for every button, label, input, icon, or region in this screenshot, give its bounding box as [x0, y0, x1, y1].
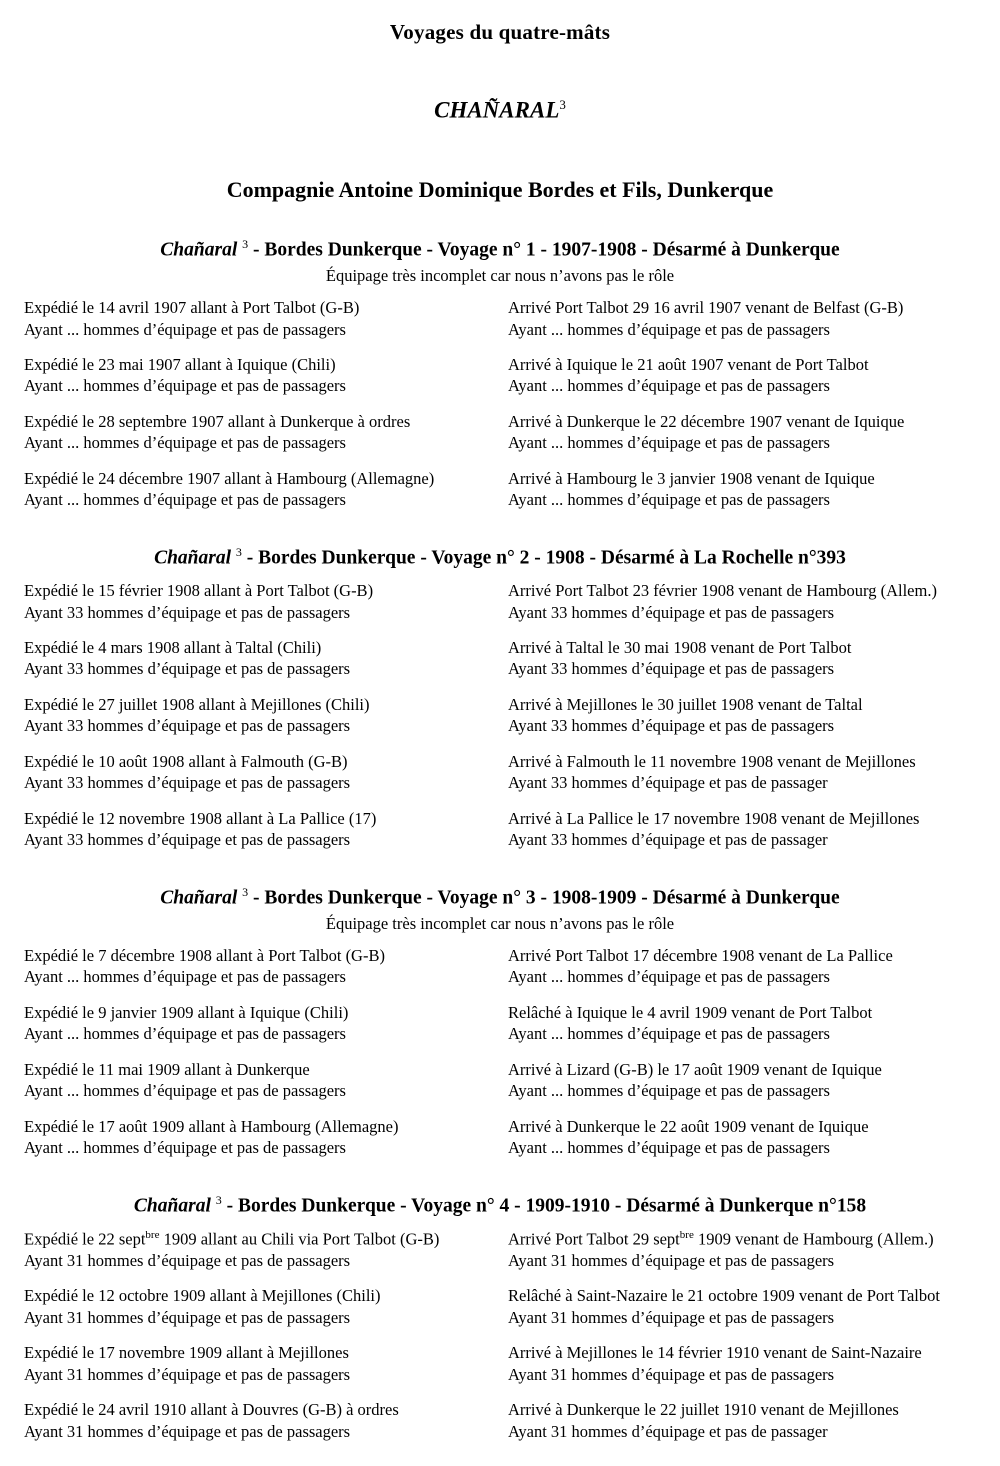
arrival-crew-line: Ayant ... hommes d’équipage et pas de passagers	[508, 319, 830, 339]
departure-line: Expédié le 23 mai 1907 allant à Iquique (Chili)	[24, 355, 336, 375]
voyage-section	[22, 545, 978, 851]
voyage-ship-name: Chañaral	[154, 547, 236, 569]
departure-line: Expédié le 9 janvier 1909 allant à Iquique (Chili)	[24, 1002, 349, 1022]
departure-crew-line: Ayant 33 hommes d’équipage et pas de passagers	[24, 830, 351, 850]
voyage-note: Équipage très incomplet car nous n’avons pas le rôle	[325, 914, 675, 934]
arrival-crew-line: Ayant ... hommes d’équipage et pas de passagers	[508, 1081, 830, 1101]
voyage-entry-row	[22, 637, 978, 680]
arrival-crew-line: Ayant ... hommes d’équipage et pas de passagers	[508, 967, 830, 987]
arrival-entry	[500, 1285, 978, 1328]
voyage-entry-row	[22, 945, 978, 988]
arrival-entry	[500, 1228, 978, 1271]
departure-crew-line: Ayant ... hommes d’équipage et pas de passagers	[24, 1138, 346, 1158]
voyage-heading	[22, 545, 978, 570]
voyage-entry-row	[22, 751, 978, 794]
arrival-line: Arrivé Port Talbot 23 février 1908 venant de Hambourg (Allem.)	[508, 581, 937, 601]
arrival-crew-line: Ayant 33 hommes d’équipage et pas de passagers	[508, 602, 835, 622]
departure-entry	[22, 354, 500, 397]
departure-crew-line: Ayant ... hommes d’équipage et pas de passagers	[24, 376, 346, 396]
company-name: Compagnie Antoine Dominique Bordes et Fils, Dunkerque	[226, 176, 774, 202]
departure-crew-line: Ayant 31 hommes d’équipage et pas de passagers	[24, 1250, 351, 1270]
voyage-section	[22, 237, 978, 511]
voyage-entry-row	[22, 1399, 978, 1442]
arrival-entry	[500, 751, 978, 794]
voyage-section	[22, 1193, 978, 1443]
arrival-entry	[500, 1002, 978, 1045]
arrival-line: Arrivé Port Talbot 29 16 avril 1907 venant de Belfast (G-B)	[508, 298, 904, 318]
voyage-entry-row	[22, 1285, 978, 1328]
voyage-ship-superscript: 3	[215, 1192, 222, 1207]
departure-line: Expédié le 14 avril 1907 allant à Port Talbot (G-B)	[24, 298, 360, 318]
arrival-entry	[500, 1342, 978, 1385]
arrival-crew-line: Ayant 31 hommes d’équipage et pas de passagers	[508, 1307, 835, 1327]
arrival-entry	[500, 808, 978, 851]
arrival-entry	[500, 354, 978, 397]
departure-entry	[22, 1116, 500, 1159]
arrival-crew-line: Ayant 33 hommes d’équipage et pas de passager	[508, 773, 828, 793]
arrival-line: Arrivé à Hambourg le 3 janvier 1908 venant de Iquique	[508, 468, 875, 488]
departure-line: Expédié le 4 mars 1908 allant à Taltal (Chili)	[24, 638, 322, 658]
departure-entry	[22, 694, 500, 737]
departure-entry	[22, 1002, 500, 1045]
arrival-crew-line: Ayant 31 hommes d’équipage et pas de passagers	[508, 1250, 835, 1270]
voyage-entry-row	[22, 411, 978, 454]
departure-crew-line: Ayant 31 hommes d’équipage et pas de passagers	[24, 1307, 351, 1327]
arrival-entry	[500, 580, 978, 623]
voyage-heading	[22, 885, 978, 910]
voyage-ship-superscript: 3	[235, 544, 242, 559]
ship-name: CHAÑARAL	[434, 97, 560, 123]
arrival-entry	[500, 637, 978, 680]
voyage-heading-text: - Bordes Dunkerque - Voyage n° 1 - 1907-1908 - Désarmé à Dunkerque	[248, 239, 840, 261]
arrival-line: Arrivé à Taltal le 30 mai 1908 venant de Port Talbot	[508, 638, 852, 658]
arrival-entry	[500, 945, 978, 988]
departure-crew-line: Ayant ... hommes d’équipage et pas de passagers	[24, 1081, 346, 1101]
departure-crew-line: Ayant 33 hommes d’équipage et pas de passagers	[24, 659, 351, 679]
voyage-entries	[22, 1228, 978, 1442]
departure-line: Expédié le 22 sept$^{bre}$ 1909 allant au Chili via Port Talbot (G-B)	[24, 1229, 440, 1249]
voyages-container	[22, 237, 978, 1442]
voyage-ship-superscript: 3	[242, 236, 249, 251]
voyage-heading	[22, 1193, 978, 1218]
departure-entry	[22, 1399, 500, 1442]
voyage-entry-row	[22, 1342, 978, 1385]
departure-crew-line: Ayant ... hommes d’équipage et pas de passagers	[24, 490, 346, 510]
departure-entry	[22, 297, 500, 340]
voyage-entry-row	[22, 580, 978, 623]
arrival-line: Arrivé à Mejillones le 30 juillet 1908 venant de Taltal	[508, 694, 863, 714]
departure-entry	[22, 808, 500, 851]
arrival-line: Arrivé à Lizard (G-B) le 17 août 1909 venant de Iquique	[508, 1059, 882, 1079]
arrival-entry	[500, 411, 978, 454]
arrival-crew-line: Ayant ... hommes d’équipage et pas de passagers	[508, 376, 830, 396]
arrival-crew-line: Ayant ... hommes d’équipage et pas de passagers	[508, 433, 830, 453]
voyage-section	[22, 885, 978, 1159]
voyage-ship-name: Chañaral	[160, 239, 243, 261]
arrival-line: Arrivé à Mejillones le 14 février 1910 venant de Saint-Nazaire	[508, 1343, 922, 1363]
voyage-heading-text: - Bordes Dunkerque - Voyage n° 2 - 1908 - Désarmé à La Rochelle n°393	[241, 547, 846, 569]
departure-crew-line: Ayant 31 hommes d’équipage et pas de passagers	[24, 1421, 351, 1441]
departure-line: Expédié le 11 mai 1909 allant à Dunkerque	[24, 1059, 310, 1079]
arrival-entry	[500, 694, 978, 737]
voyage-entry-row	[22, 297, 978, 340]
departure-entry	[22, 411, 500, 454]
voyage-entries	[22, 945, 978, 1159]
departure-crew-line: Ayant ... hommes d’équipage et pas de passagers	[24, 967, 346, 987]
departure-crew-line: Ayant 33 hommes d’équipage et pas de passagers	[24, 773, 351, 793]
voyage-entry-row	[22, 354, 978, 397]
arrival-entry	[500, 468, 978, 511]
voyage-entry-row	[22, 808, 978, 851]
arrival-line: Arrivé à La Pallice le 17 novembre 1908 venant de Mejillones	[508, 808, 920, 828]
departure-entry	[22, 1285, 500, 1328]
voyage-note: Équipage très incomplet car nous n’avons pas le rôle	[325, 266, 675, 286]
voyage-heading-text: - Bordes Dunkerque - Voyage n° 4 - 1909-1910 - Désarmé à Dunkerque n°158	[221, 1195, 867, 1217]
voyage-heading	[22, 237, 978, 262]
departure-entry	[22, 1228, 500, 1271]
voyage-ship-name: Chañaral	[160, 887, 243, 909]
departure-line: Expédié le 24 décembre 1907 allant à Hambourg (Allemagne)	[24, 468, 435, 488]
arrival-line: Arrivé à Dunkerque le 22 juillet 1910 venant de Mejillones	[508, 1400, 899, 1420]
departure-crew-line: Ayant 31 hommes d’équipage et pas de passagers	[24, 1364, 351, 1384]
arrival-line: Arrivé à Iquique le 21 août 1907 venant de Port Talbot	[508, 355, 869, 375]
departure-line: Expédié le 17 août 1909 allant à Hambourg (Allemagne)	[24, 1116, 399, 1136]
arrival-crew-line: Ayant ... hommes d’équipage et pas de passagers	[508, 490, 830, 510]
departure-entry	[22, 1059, 500, 1102]
departure-entry	[22, 751, 500, 794]
departure-crew-line: Ayant 33 hommes d’équipage et pas de passagers	[24, 716, 351, 736]
voyage-entry-row	[22, 1059, 978, 1102]
departure-line: Expédié le 27 juillet 1908 allant à Mejillones (Chili)	[24, 694, 370, 714]
ship-name-superscript: 3	[559, 97, 566, 112]
arrival-crew-line: Ayant 31 hommes d’équipage et pas de passagers	[508, 1364, 835, 1384]
voyage-ship-superscript: 3	[242, 884, 249, 899]
arrival-crew-line: Ayant ... hommes d’équipage et pas de passagers	[508, 1138, 830, 1158]
arrival-line: Relâché à Saint-Nazaire le 21 octobre 1909 venant de Port Talbot	[508, 1286, 940, 1306]
arrival-crew-line: Ayant 33 hommes d’équipage et pas de passagers	[508, 716, 835, 736]
departure-line: Expédié le 12 novembre 1908 allant à La Pallice (17)	[24, 808, 377, 828]
departure-crew-line: Ayant ... hommes d’équipage et pas de passagers	[24, 433, 346, 453]
arrival-line: Arrivé Port Talbot 17 décembre 1908 venant de La Pallice	[508, 946, 893, 966]
departure-line: Expédié le 15 février 1908 allant à Port Talbot (G-B)	[24, 581, 374, 601]
page-title: Voyages du quatre-mâts	[389, 20, 611, 44]
departure-entry	[22, 468, 500, 511]
arrival-entry	[500, 1399, 978, 1442]
arrival-line: Arrivé Port Talbot 29 sept$^{bre}$ 1909 venant de Hambourg (Allem.)	[508, 1229, 934, 1249]
departure-line: Expédié le 17 novembre 1909 allant à Mejillones	[24, 1343, 349, 1363]
arrival-crew-line: Ayant 33 hommes d’équipage et pas de passager	[508, 830, 828, 850]
voyage-entry-row	[22, 694, 978, 737]
arrival-crew-line: Ayant ... hommes d’équipage et pas de passagers	[508, 1024, 830, 1044]
arrival-line: Relâché à Iquique le 4 avril 1909 venant de Port Talbot	[508, 1002, 873, 1022]
departure-line: Expédié le 7 décembre 1908 allant à Port Talbot (G-B)	[24, 946, 385, 966]
arrival-crew-line: Ayant 33 hommes d’équipage et pas de passagers	[508, 659, 835, 679]
voyage-entries	[22, 580, 978, 850]
arrival-entry	[500, 1116, 978, 1159]
voyage-entry-row	[22, 1228, 978, 1271]
voyage-entry-row	[22, 1116, 978, 1159]
arrival-entry	[500, 1059, 978, 1102]
departure-line: Expédié le 12 octobre 1909 allant à Mejillones (Chili)	[24, 1286, 381, 1306]
departure-entry	[22, 580, 500, 623]
voyage-ship-name: Chañaral	[133, 1195, 216, 1217]
arrival-line: Arrivé à Dunkerque le 22 décembre 1907 venant de Iquique	[508, 411, 905, 431]
departure-crew-line: Ayant ... hommes d’équipage et pas de passagers	[24, 1024, 346, 1044]
departure-entry	[22, 637, 500, 680]
arrival-line: Arrivé à Dunkerque le 22 août 1909 venant de Iquique	[508, 1116, 869, 1136]
departure-line: Expédié le 10 août 1908 allant à Falmouth (G-B)	[24, 751, 348, 771]
voyage-heading-text: - Bordes Dunkerque - Voyage n° 3 - 1908-1909 - Désarmé à Dunkerque	[248, 887, 840, 909]
departure-line: Expédié le 28 septembre 1907 allant à Dunkerque à ordres	[24, 411, 411, 431]
arrival-crew-line: Ayant 31 hommes d’équipage et pas de passager	[508, 1421, 828, 1441]
departure-entry	[22, 945, 500, 988]
departure-crew-line: Ayant 33 hommes d’équipage et pas de passagers	[24, 602, 351, 622]
departure-line: Expédié le 24 avril 1910 allant à Douvres (G-B) à ordres	[24, 1400, 399, 1420]
voyage-entries	[22, 297, 978, 511]
arrival-entry	[500, 297, 978, 340]
departure-entry	[22, 1342, 500, 1385]
arrival-line: Arrivé à Falmouth le 11 novembre 1908 venant de Mejillones	[508, 751, 916, 771]
ship-title	[22, 97, 978, 124]
departure-crew-line: Ayant ... hommes d’équipage et pas de passagers	[24, 319, 346, 339]
voyage-entry-row	[22, 468, 978, 511]
voyage-entry-row	[22, 1002, 978, 1045]
